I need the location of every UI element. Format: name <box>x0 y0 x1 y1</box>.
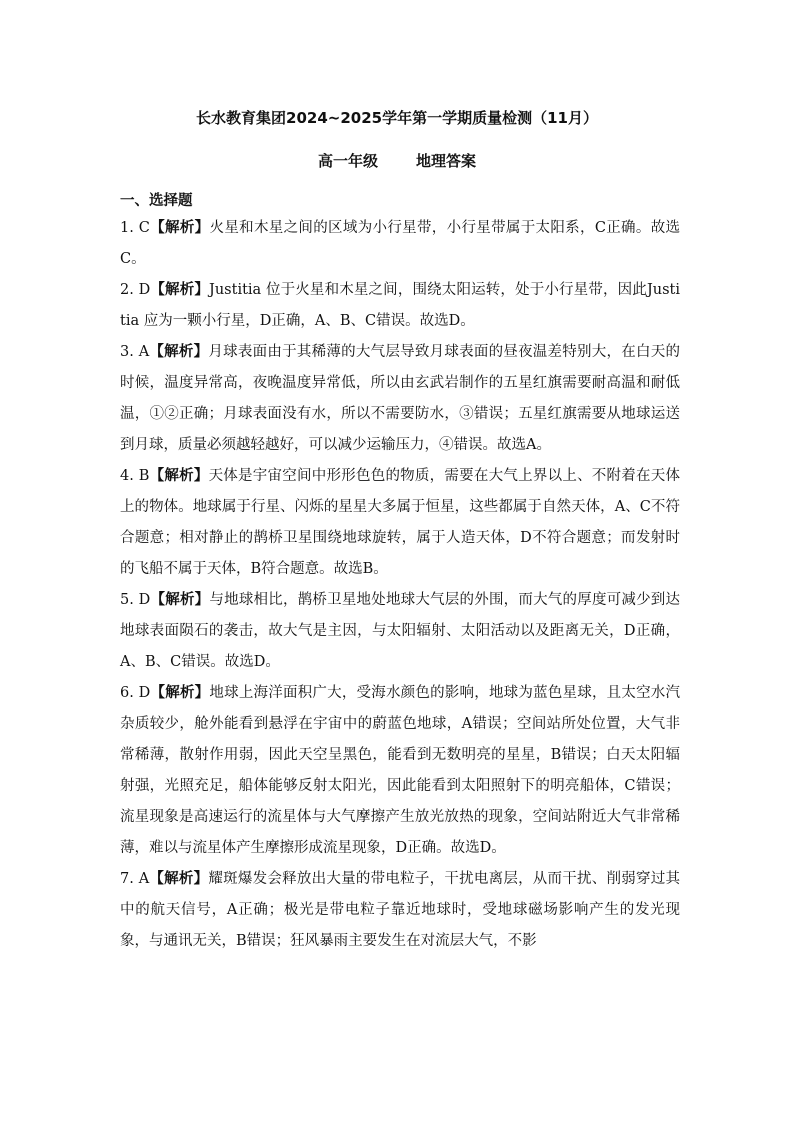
answer-option: B <box>138 468 150 484</box>
answer-text: 火星和木星之间的区域为小行星带，小行星带属于太阳系，C正确。故选C。 <box>120 220 681 267</box>
analysis-tag: 【解析】 <box>149 344 209 360</box>
document-title: 长水教育集团2024~2025学年第一学期质量检测（11月） <box>196 109 598 127</box>
answer-item-4 <box>120 461 680 585</box>
answer-item-1 <box>120 213 680 275</box>
answer-option: C <box>138 220 150 236</box>
answer-number: 4. <box>120 468 134 484</box>
analysis-tag: 【解析】 <box>149 468 209 484</box>
answer-item-7 <box>120 864 680 957</box>
answer-number: 7. <box>120 871 134 887</box>
analysis-tag: 【解析】 <box>150 282 210 298</box>
analysis-tag: 【解析】 <box>150 685 210 701</box>
answer-item-2 <box>120 275 680 337</box>
answer-option: A <box>138 344 150 360</box>
answer-number: 1. <box>120 220 134 236</box>
analysis-tag: 【解析】 <box>150 592 210 608</box>
answer-number: 6. <box>120 685 134 701</box>
answer-number: 3. <box>120 344 134 360</box>
answer-option: D <box>138 282 151 298</box>
section-heading: 一、选择题 <box>120 193 193 209</box>
answer-text: 耀斑爆发会释放出大量的带电粒子，干扰电离层，从而干扰、削弱穿过其中的航天信号，A正确；极光是带电粒子靠近地球时，受地球磁场影响产生的发光现象，与通讯无关，B错误；狂风暴雨主要发生在对流层大气，不影 <box>120 871 681 949</box>
answer-number: 2. <box>120 282 134 298</box>
answer-item-3 <box>120 337 680 461</box>
answer-item-5 <box>120 585 680 678</box>
answer-list <box>120 213 680 957</box>
analysis-tag: 【解析】 <box>149 220 210 236</box>
grade-label: 高一年级 <box>317 152 378 170</box>
answer-text: 月球表面由于其稀薄的大气层导致月球表面的昼夜温差特别大，在白天的时候，温度异常高，夜晚温度异常低，所以由玄武岩制作的五星红旗需要耐高温和耐低温，①②正确；月球表面没有水，所以不需要防水，③错误；五星红旗需要从地球运送到月球，质量必须越轻越好，可以减少运输压力，④错误。故选A。 <box>120 344 681 453</box>
answer-text: Justitia 位于火星和木星之间，围绕太阳运转，处于小行星带，因此Justitia 应为一颗小行星，D正确，A、B、C错误。故选D。 <box>120 282 681 329</box>
subject-label: 地理答案 <box>416 152 477 170</box>
answer-option: D <box>138 685 151 701</box>
answer-item-6 <box>120 678 680 864</box>
answer-text: 地球上海洋面积广大，受海水颜色的影响，地球为蓝色星球，且太空水汽杂质较少，舱外能看到悬浮在宇宙中的蔚蓝色地球，A错误；空间站所处位置，大气非常稀薄，散射作用弱，因此天空呈黑色，能看到无数明亮的星星，B错误；白天太阳辐射强，光照充足，船体能够反射太阳光，因此能看到太阳照射下的明亮船体，C错误；流星现象是高速运行的流星体与大气摩擦产生放光放热的现象，空间站附近大气非常稀薄，难以与流星体产生摩擦形成流星现象，D正确。故选D。 <box>120 685 681 856</box>
analysis-tag: 【解析】 <box>149 871 209 887</box>
answer-text: 与地球相比，鹊桥卫星地处地球大气层的外围，而大气的厚度可减少到达地球表面陨石的袭击，故大气是主因，与太阳辐射、太阳活动以及距离无关，D正确，A、B、C错误。故选D。 <box>120 592 681 670</box>
document-subtitle <box>0 150 794 171</box>
answer-text: 天体是宇宙空间中形形色色的物质，需要在大气上界以上、不附着在天体上的物体。地球属于行星、闪烁的星星大多属于恒星，这些都属于自然天体，A、C不符合题意；相对静止的鹊桥卫星围绕地球旋转，属于人造天体，D不符合题意；而发射时的飞船不属于天体，B符合题意。故选B。 <box>120 468 681 577</box>
answer-option: D <box>138 592 151 608</box>
answer-number: 5. <box>120 592 134 608</box>
answer-option: A <box>138 871 150 887</box>
